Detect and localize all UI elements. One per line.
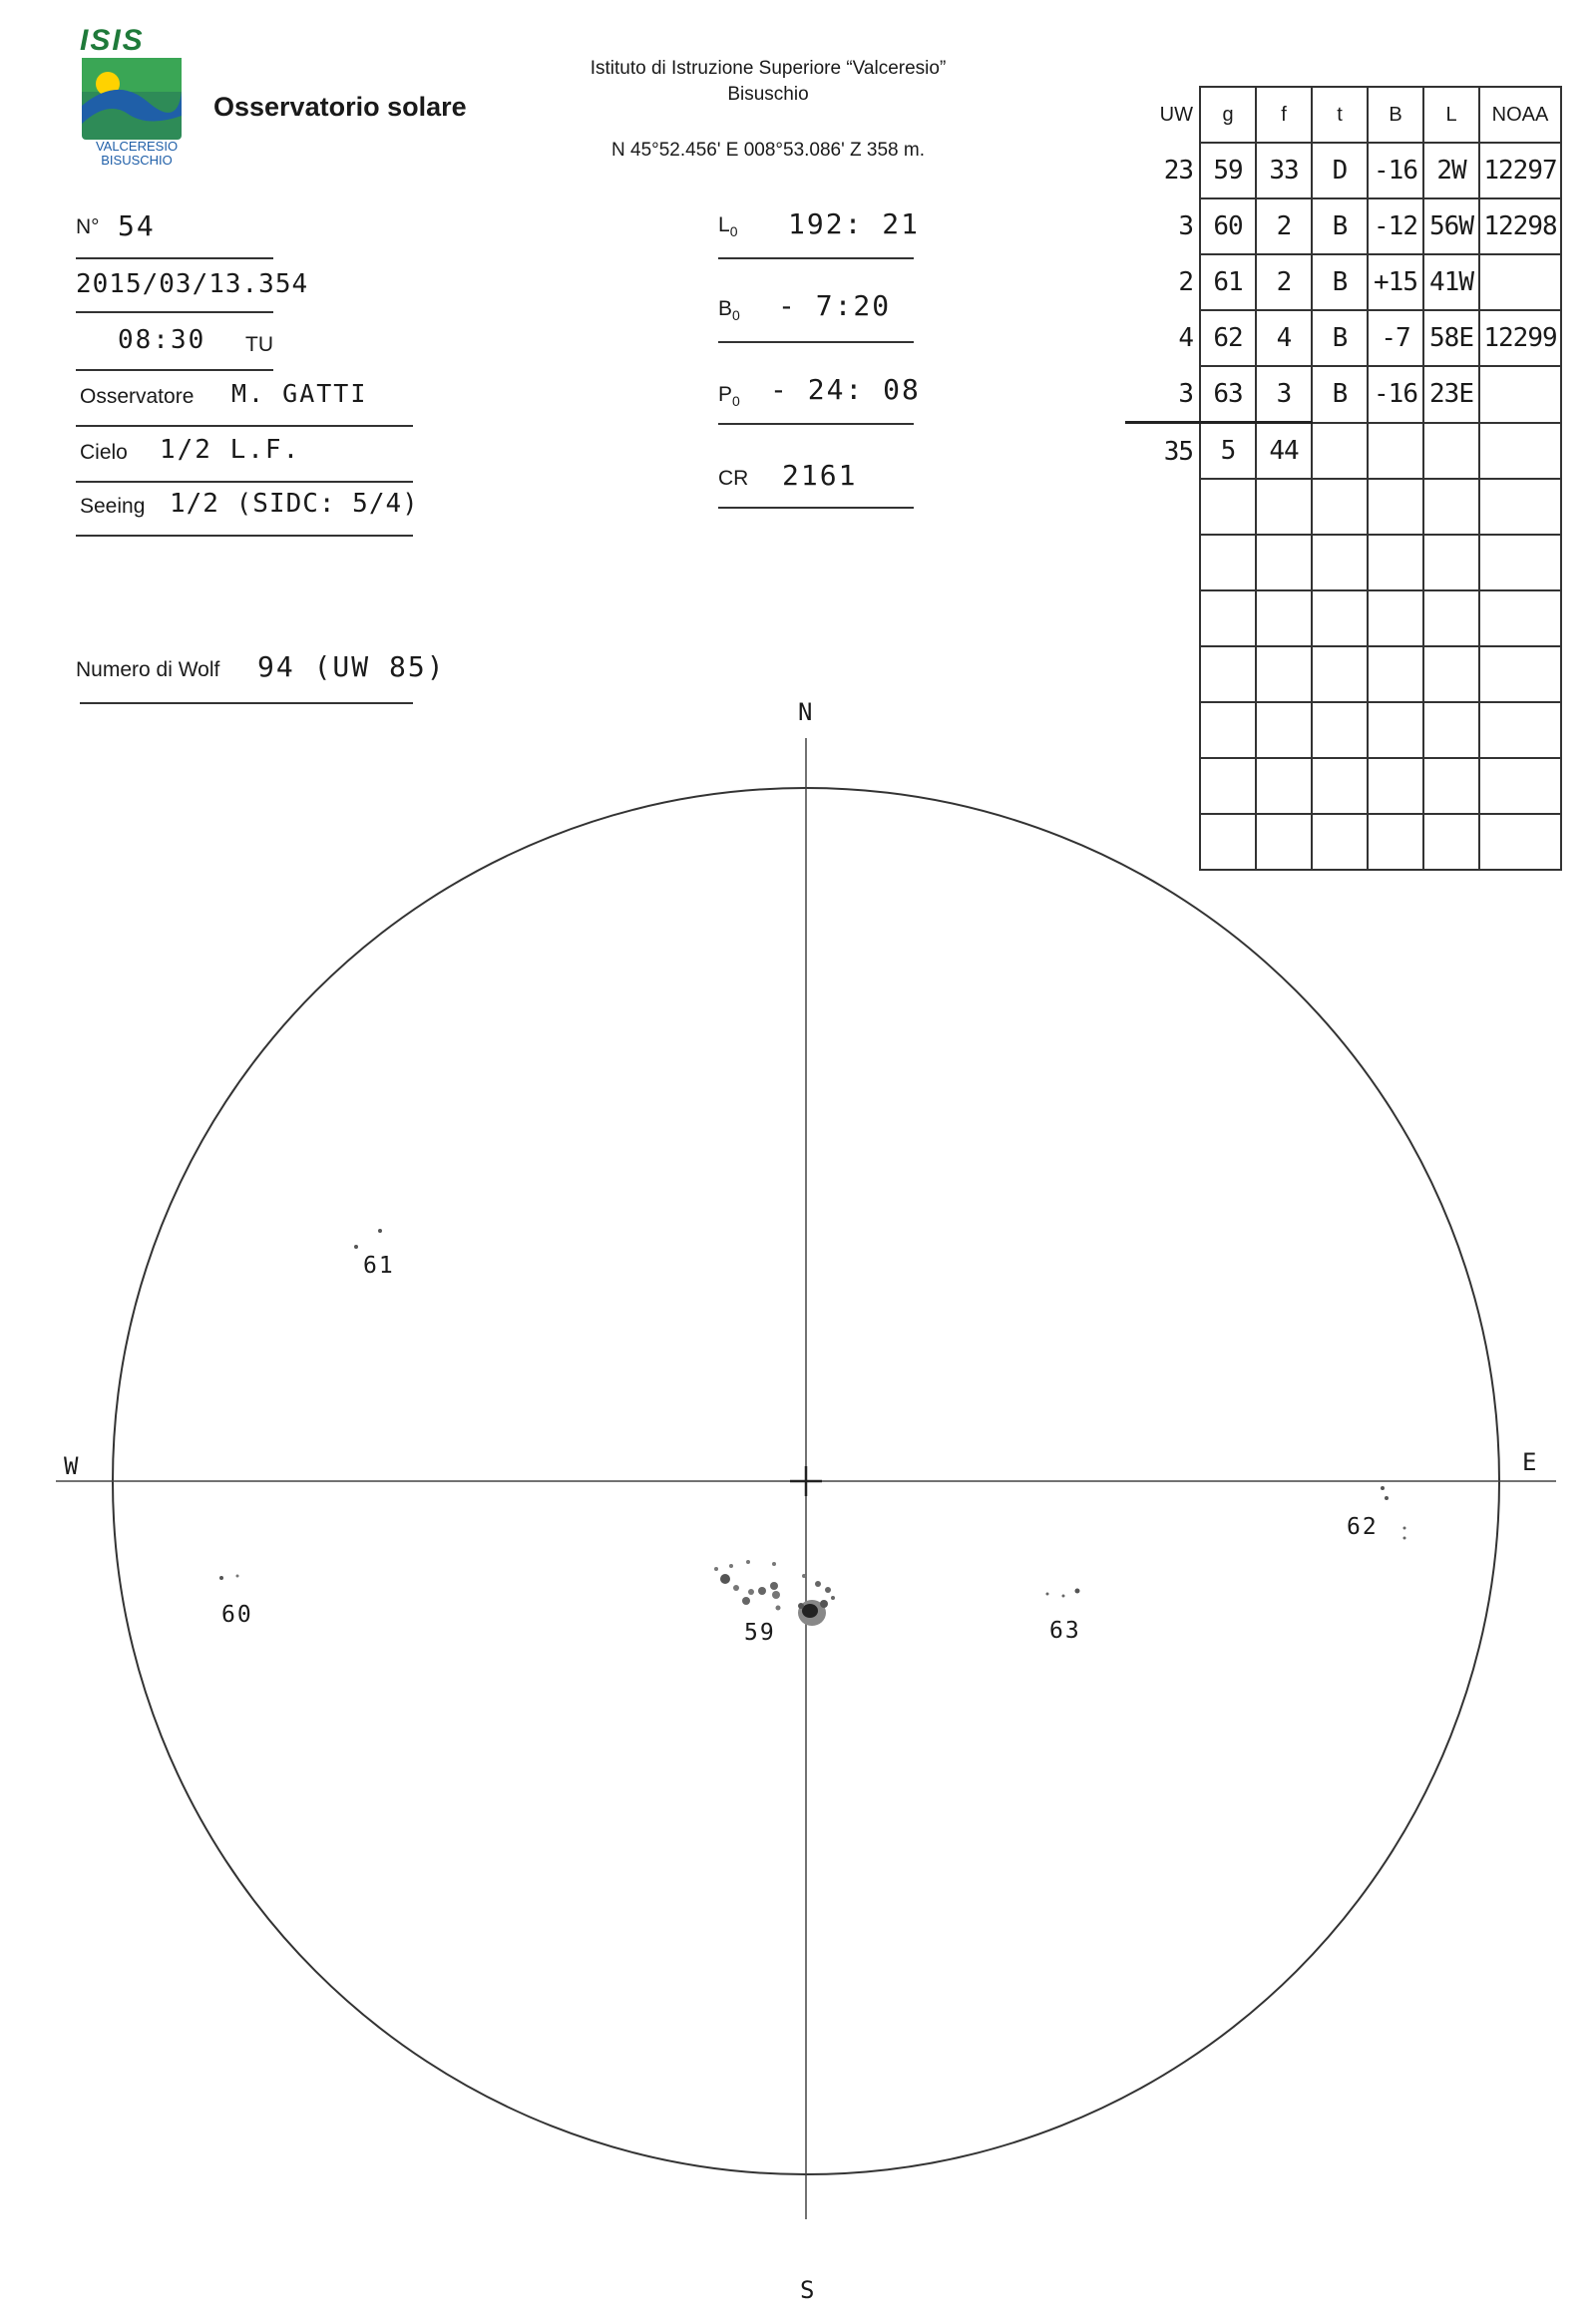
institute-name	[519, 56, 1017, 108]
col-header-noaa: NOAA	[1479, 87, 1561, 143]
sky-value: 1/2 L.F.	[160, 435, 301, 465]
group-label-63: 63	[1049, 1618, 1081, 1644]
col-header-t: t	[1312, 87, 1368, 143]
empty-row	[1125, 479, 1561, 535]
total-uw: 35	[1125, 423, 1200, 480]
p0-value: - 24: 08	[770, 373, 921, 406]
table-row: 2 61 2 B +15 41W	[1125, 254, 1561, 310]
wolf-label: Numero di Wolf	[76, 658, 220, 681]
sky-label: Cielo	[80, 441, 128, 464]
table-row: 23 59 33 D -16 2W 12297	[1125, 143, 1561, 198]
observer-label: Osservatore	[80, 385, 195, 408]
south-label: S	[800, 2276, 815, 2304]
col-header-g: g	[1200, 87, 1256, 143]
sunspot-group-59	[714, 1560, 835, 1626]
group-label-62: 62	[1347, 1514, 1379, 1540]
north-label: N	[798, 698, 813, 726]
logo-subtitle: VALCERESIO BISUSCHIO	[95, 139, 179, 168]
time-unit: TU	[245, 333, 273, 356]
table-row: 3 63 3 B -16 23E	[1125, 366, 1561, 423]
institute-line1: Istituto di Istruzione Superiore “Valceresio”	[590, 58, 947, 79]
totals-row	[1125, 423, 1561, 480]
wolf-number: 94 (UW 85)	[257, 650, 446, 683]
group-label-59: 59	[744, 1620, 776, 1646]
site-coordinates: N 45°52.456' E 008°53.086' Z 358 m.	[611, 140, 925, 161]
p0-label: $P_0$	[718, 383, 740, 410]
carrington-rotation: 2161	[782, 459, 858, 492]
table-row: 3 60 2 B -12 56W 12298	[1125, 198, 1561, 254]
col-header-l: L	[1423, 87, 1479, 143]
b0-label: $B_0$	[718, 297, 740, 324]
col-header-uw: UW	[1159, 103, 1193, 126]
total-spots: 44	[1256, 423, 1312, 480]
l0-value: 192: 21	[788, 207, 921, 240]
observation-number: 54	[118, 209, 156, 242]
sunspot-group-62	[1381, 1486, 1406, 1540]
east-label: E	[1522, 1448, 1537, 1476]
observation-date: 2015/03/13.354	[76, 269, 309, 299]
observatory-title: Osservatorio solare	[213, 92, 467, 122]
seeing-value: 1/2 (SIDC: 5/4)	[170, 489, 419, 519]
institute-line2: Bisuschio	[727, 84, 809, 105]
isis-logo-text: ISIS	[80, 24, 145, 57]
col-header-b: B	[1368, 87, 1423, 143]
empty-row	[1125, 535, 1561, 590]
seeing-label: Seeing	[80, 495, 146, 518]
sunspot-group-61	[354, 1229, 382, 1249]
l0-label: $L_0$	[718, 213, 738, 240]
observer-name: M. GATTI	[231, 379, 368, 408]
cr-label: CR	[718, 467, 749, 490]
total-groups: 5	[1200, 423, 1256, 480]
col-header-f: f	[1256, 87, 1312, 143]
sunspot-group-63	[1046, 1589, 1080, 1598]
observation-time: 08:30	[118, 325, 206, 355]
group-label-61: 61	[363, 1253, 395, 1279]
b0-value: - 7:20	[778, 289, 892, 322]
empty-row	[1125, 590, 1561, 646]
group-label-60: 60	[221, 1602, 253, 1628]
table-row: 4 62 4 B -7 58E 12299	[1125, 310, 1561, 366]
solar-disk-drawing	[0, 678, 1596, 2320]
number-label: N°	[76, 215, 100, 238]
sunspot-group-60	[219, 1575, 239, 1581]
west-label: W	[64, 1452, 79, 1480]
